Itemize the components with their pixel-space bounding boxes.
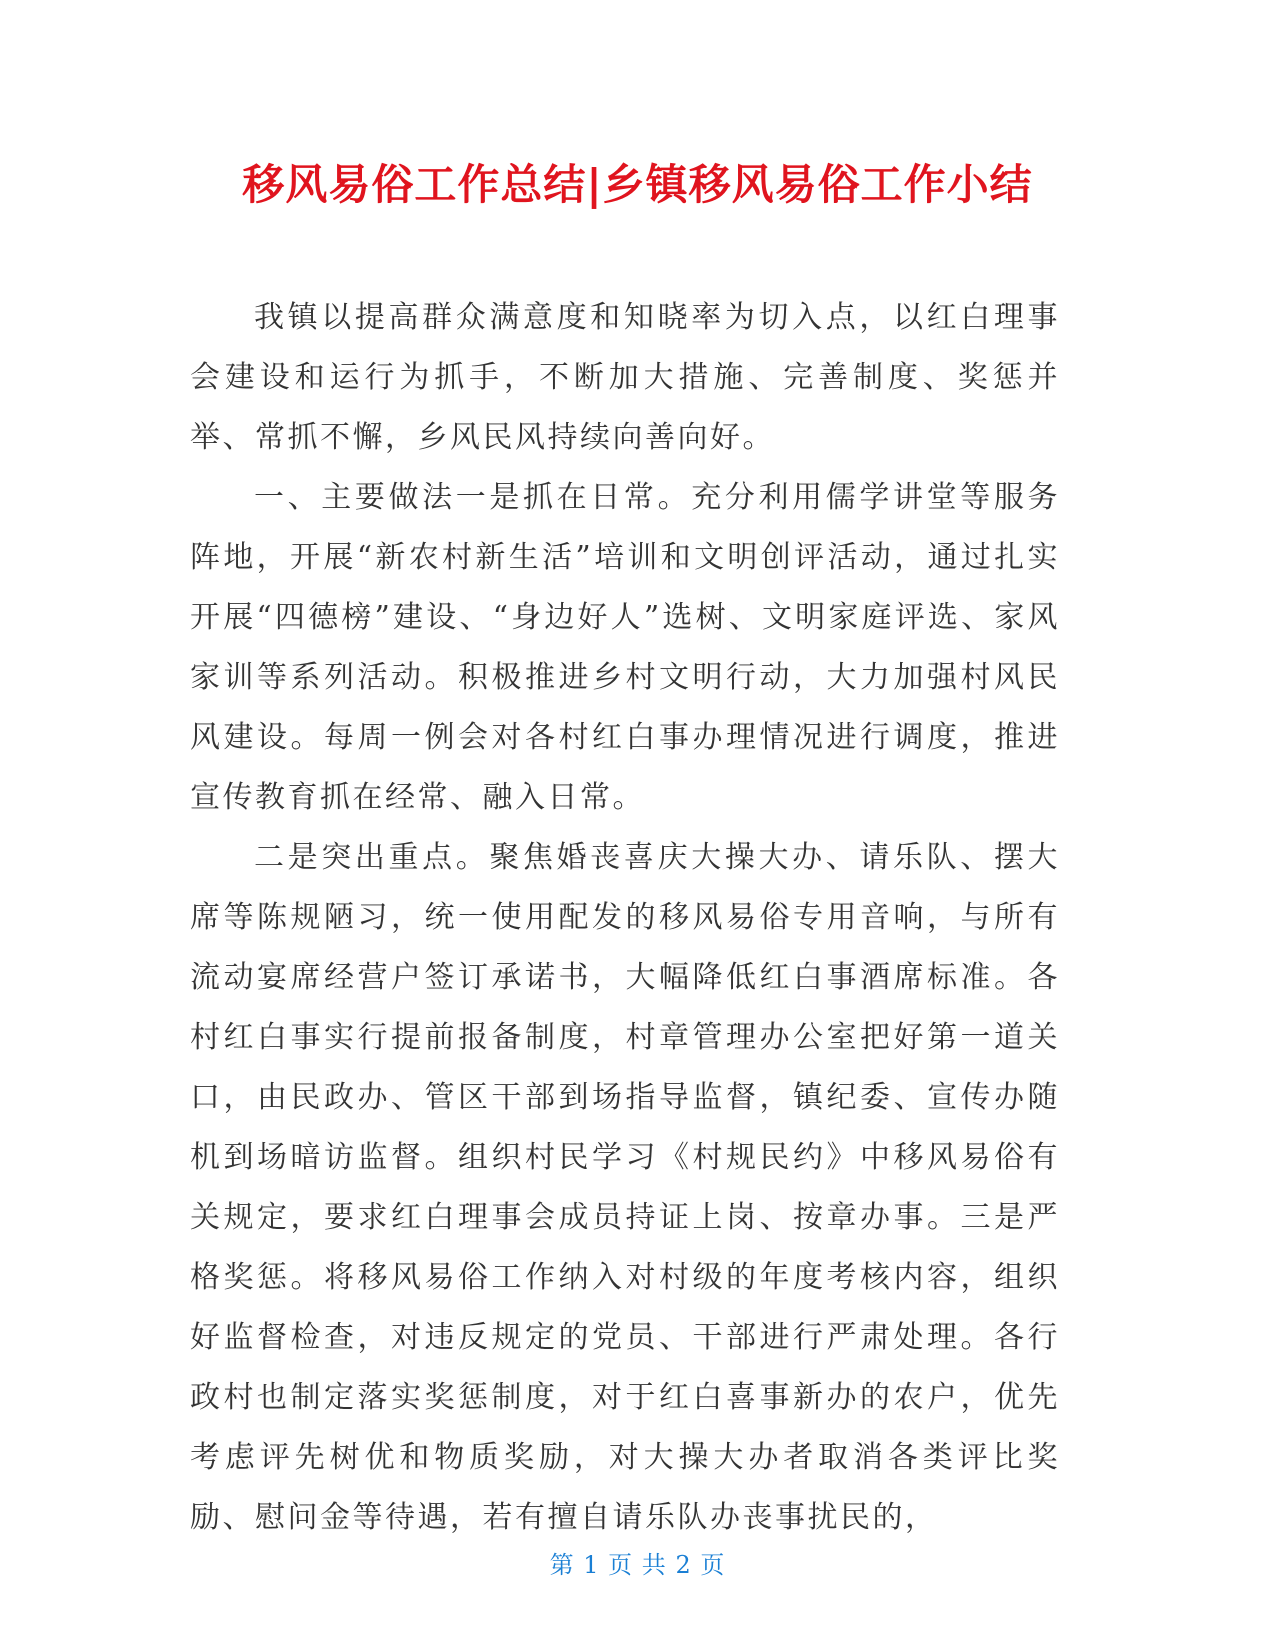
footer-current-page: 1 <box>583 1551 600 1579</box>
paragraph-key-points: 二是突出重点。聚焦婚丧喜庆大操大办、请乐队、摆大席等陈规陋习，统一使用配发的移风易俗专用音响，与所有流动宴席经营户签订承诺书，大幅降低红白事酒席标准。各村红白事实行提前报备制度，村章管理办公室把好第一道关口，由民政办、管区干部到场指导监督，镇纪委、宣传办随机到场暗访监督。组织村民学习《村规民约》中移风易俗有关规定，要求红白理事会成员持证上岗、按章办事。三是严格奖惩。将移风易俗工作纳入对村级的年度考核内容，组织好监督检查，对违反规定的党员、干部进行严肃处理。各行政村也制定落实奖惩制度，对于红白喜事新办的农户，优先考虑评先树优和物质奖励，对大操大办者取消各类评比奖励、慰问金等待遇，若有擅自请乐队办丧事扰民的， <box>190 840 1060 1535</box>
paragraph-practice-daily: 一、主要做法一是抓在日常。充分利用儒学讲堂等服务阵地，开展“新农村新生活”培训和文明创评活动，通过扎实开展“四德榜”建设、“身边好人”选树、文明家庭评选、家风家训等系列活动。积极推进乡村文明行动，大力加强村风民风建设。每周一例会对各村红白事办理情况进行调度，推进宣传教育抓在经常、融入日常。 <box>190 480 1060 815</box>
page-number-footer <box>0 1545 1275 1580</box>
document-body <box>190 288 1060 1548</box>
footer-middle: 页 共 <box>608 1551 667 1579</box>
paragraph-intro: 我镇以提高群众满意度和知晓率为切入点，以红白理事会建设和运行为抓手，不断加大措施、完善制度、奖惩并举、常抓不懈，乡风民风持续向善向好。 <box>190 300 1060 455</box>
footer-total-pages: 2 <box>675 1551 692 1579</box>
document-title: 移风易俗工作总结|乡镇移风易俗工作小结 <box>242 160 1033 209</box>
footer-prefix: 第 <box>549 1551 575 1579</box>
footer-suffix: 页 <box>700 1551 726 1579</box>
